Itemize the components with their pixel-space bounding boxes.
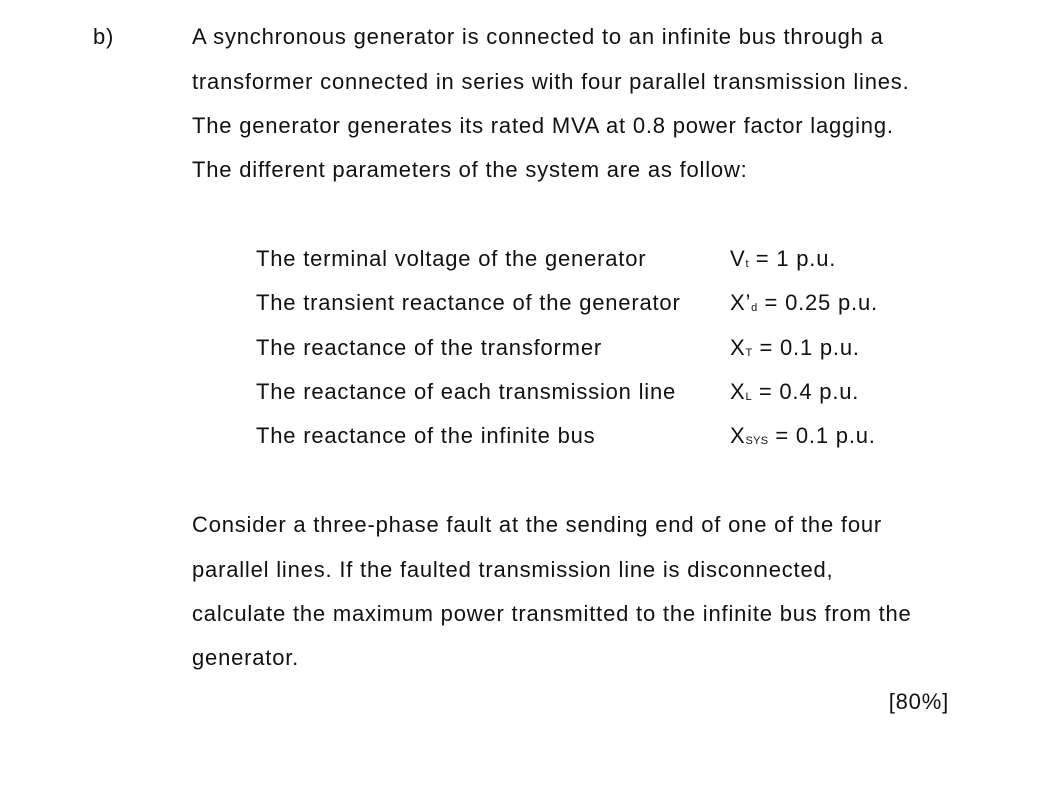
parameter-description: The reactance of the transformer: [256, 335, 602, 360]
task-line: parallel lines. If the faulted transmission line is disconnected,: [192, 557, 834, 582]
parameter-value: = 0.1 p.u.: [759, 335, 860, 360]
parameter-value: = 0.25 p.u.: [764, 290, 878, 315]
intro-line: The generator generates its rated MVA at 0.8 power factor lagging.: [192, 113, 894, 138]
parameter-expression: [730, 246, 836, 277]
parameter-symbol: X: [730, 379, 746, 404]
parameter-expression: [730, 379, 859, 410]
parameter-symbol: V: [730, 246, 746, 271]
marks-allocation: [80%]: [888, 689, 949, 714]
parameter-expression: [730, 290, 878, 321]
intro-line: A synchronous generator is connected to an infinite bus through a: [192, 24, 884, 49]
parameter-description: The reactance of the infinite bus: [256, 423, 596, 448]
task-line: generator.: [192, 645, 300, 670]
parameter-description: The reactance of each transmission line: [256, 379, 677, 404]
intro-line: transformer connected in series with four parallel transmission lines.: [192, 69, 910, 94]
parameter-subscript: t: [745, 258, 749, 270]
parameter-expression: [730, 335, 860, 366]
parameter-subscript: SYS: [745, 435, 769, 447]
parameter-expression: [730, 423, 876, 454]
parameter-value: = 0.4 p.u.: [758, 379, 860, 404]
parameter-value: = 0.1 p.u.: [775, 423, 876, 448]
intro-line: The different parameters of the system are as follow:: [192, 157, 748, 182]
task-line: calculate the maximum power transmitted to the infinite bus from the: [192, 601, 912, 626]
parameter-subscript: L: [745, 391, 752, 403]
parameter-description: The transient reactance of the generator: [256, 290, 681, 315]
parameter-value: = 1 p.u.: [755, 246, 837, 271]
parameter-subscript: T: [745, 347, 753, 359]
parameter-subscript: d: [751, 302, 758, 314]
question-label: b): [93, 24, 115, 49]
parameter-symbol: X: [730, 335, 746, 360]
parameter-symbol: X’: [730, 290, 752, 315]
parameter-description: The terminal voltage of the generator: [256, 246, 647, 271]
task-line: Consider a three-phase fault at the sending end of one of the four: [192, 512, 883, 537]
parameter-symbol: X: [730, 423, 746, 448]
